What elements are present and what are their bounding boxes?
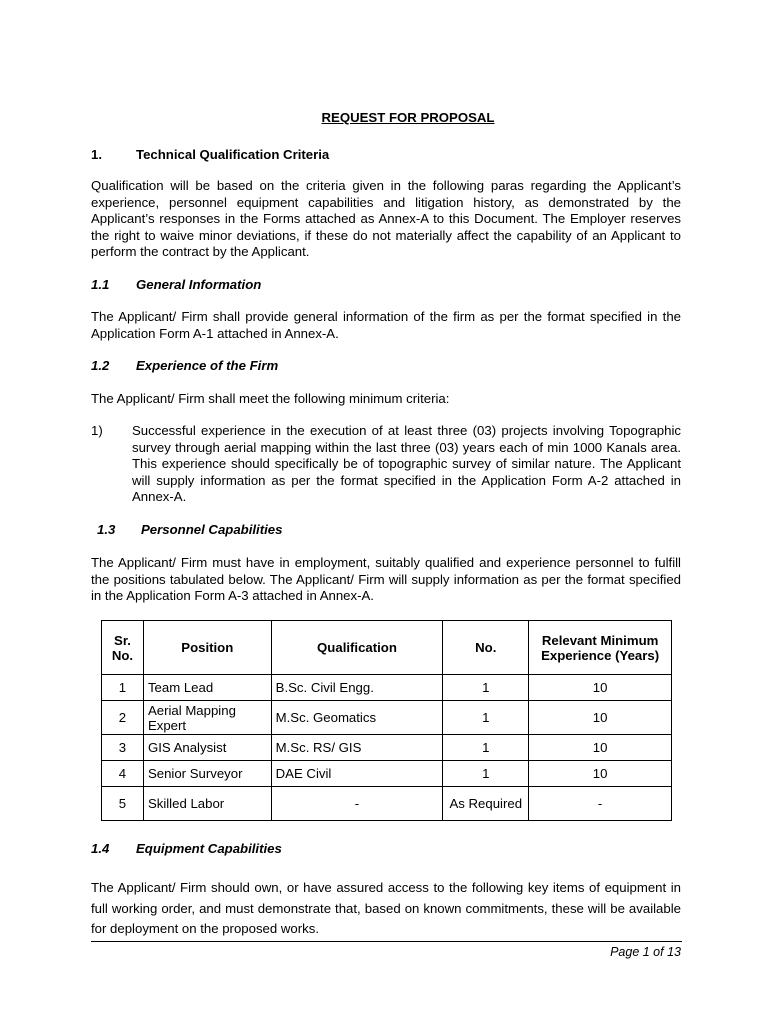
cell-qualification: M.Sc. RS/ GIS bbox=[271, 735, 443, 761]
cell-qualification: - bbox=[271, 787, 443, 821]
section-1-3-number: 1.3 bbox=[97, 522, 116, 537]
cell-qualification: B.Sc. Civil Engg. bbox=[271, 675, 443, 701]
cell-experience: 10 bbox=[529, 761, 672, 787]
header-sr-no: Sr. No. bbox=[102, 621, 144, 675]
cell-no: 1 bbox=[443, 701, 529, 735]
cell-no: 1 bbox=[443, 675, 529, 701]
criteria-item-number: 1) bbox=[91, 423, 103, 438]
cell-sr: 4 bbox=[102, 761, 144, 787]
section-1-3-body: The Applicant/ Firm must have in employment, suitably qualified and experience personnel to fulfill the positions tabulated below. The Applicant/ Firm will supply information as per the format specified in the Application Form A-3 attached in Annex-A. bbox=[91, 555, 681, 603]
table-row bbox=[102, 735, 672, 761]
section-1-1-body: The Applicant/ Firm shall provide general information of the firm as per the format specified in the Application Form A-1 attached in Annex-A. bbox=[91, 309, 681, 341]
cell-no: As Required bbox=[443, 787, 529, 821]
cell-position: Skilled Labor bbox=[143, 787, 271, 821]
section-1-1-number: 1.1 bbox=[91, 277, 110, 292]
page-title: REQUEST FOR PROPOSAL bbox=[321, 110, 495, 125]
cell-sr: 3 bbox=[102, 735, 144, 761]
section-1-3-heading: Personnel Capabilities bbox=[141, 522, 283, 537]
table-row bbox=[102, 787, 672, 821]
cell-sr: 5 bbox=[102, 787, 144, 821]
cell-qualification: DAE Civil bbox=[271, 761, 443, 787]
cell-no: 1 bbox=[443, 761, 529, 787]
cell-experience: - bbox=[529, 787, 672, 821]
cell-experience: 10 bbox=[529, 735, 672, 761]
section-1-2-heading: Experience of the Firm bbox=[136, 358, 279, 373]
section-1-heading: Technical Qualification Criteria bbox=[136, 147, 330, 162]
header-qualification: Qualification bbox=[271, 621, 443, 675]
cell-no: 1 bbox=[443, 735, 529, 761]
cell-sr: 2 bbox=[102, 701, 144, 735]
table-row bbox=[102, 675, 672, 701]
cell-experience: 10 bbox=[529, 675, 672, 701]
personnel-table bbox=[101, 620, 672, 821]
cell-position: GIS Analysist bbox=[143, 735, 271, 761]
page-number: Page 1 of 13 bbox=[610, 945, 681, 959]
footer-divider bbox=[91, 941, 682, 942]
cell-position: Senior Surveyor bbox=[143, 761, 271, 787]
header-no: No. bbox=[443, 621, 529, 675]
section-1-body: Qualification will be based on the criteria given in the following paras regarding the Applicant’s experience, personnel equipment capabilities and litigation history, as demonstrated by the Applicant’s responses in the Forms attached as Annex-A to this Document. The Employer reserves the right to waive minor deviations, if these do not materially affect the capability of an Applicant to perform the contract by the Applicant. bbox=[91, 178, 681, 259]
cell-qualification: M.Sc. Geomatics bbox=[271, 701, 443, 735]
table-header-row bbox=[102, 621, 672, 675]
cell-position: Aerial Mapping Expert bbox=[143, 701, 271, 735]
section-1-number: 1. bbox=[91, 147, 102, 162]
table-row bbox=[102, 701, 672, 735]
section-1-2-body: The Applicant/ Firm shall meet the following minimum criteria: bbox=[91, 391, 450, 406]
section-1-2-number: 1.2 bbox=[91, 358, 110, 373]
table-row bbox=[102, 761, 672, 787]
section-1-4-number: 1.4 bbox=[91, 841, 110, 856]
section-1-4-body: The Applicant/ Firm should own, or have assured access to the following key items of equipment in full working order, and must demonstrate that, based on known commitments, these will be available for deployment on the proposed works. bbox=[91, 880, 681, 936]
section-1-1-heading: General Information bbox=[136, 277, 262, 292]
section-1-4-heading: Equipment Capabilities bbox=[136, 841, 282, 856]
cell-sr: 1 bbox=[102, 675, 144, 701]
cell-position: Team Lead bbox=[143, 675, 271, 701]
criteria-item-text: Successful experience in the execution of at least three (03) projects involving Topographic survey through aerial mapping within the last three (03) years each of min 1000 Kanals area. This experience should specifically be of topographic survey of similar nature. The Applicant will supply information as per the format specified in the Application Form A-2 attached in Annex-A. bbox=[132, 423, 681, 504]
cell-experience: 10 bbox=[529, 701, 672, 735]
header-position: Position bbox=[143, 621, 271, 675]
header-experience: Relevant Minimum Experience (Years) bbox=[529, 621, 672, 675]
